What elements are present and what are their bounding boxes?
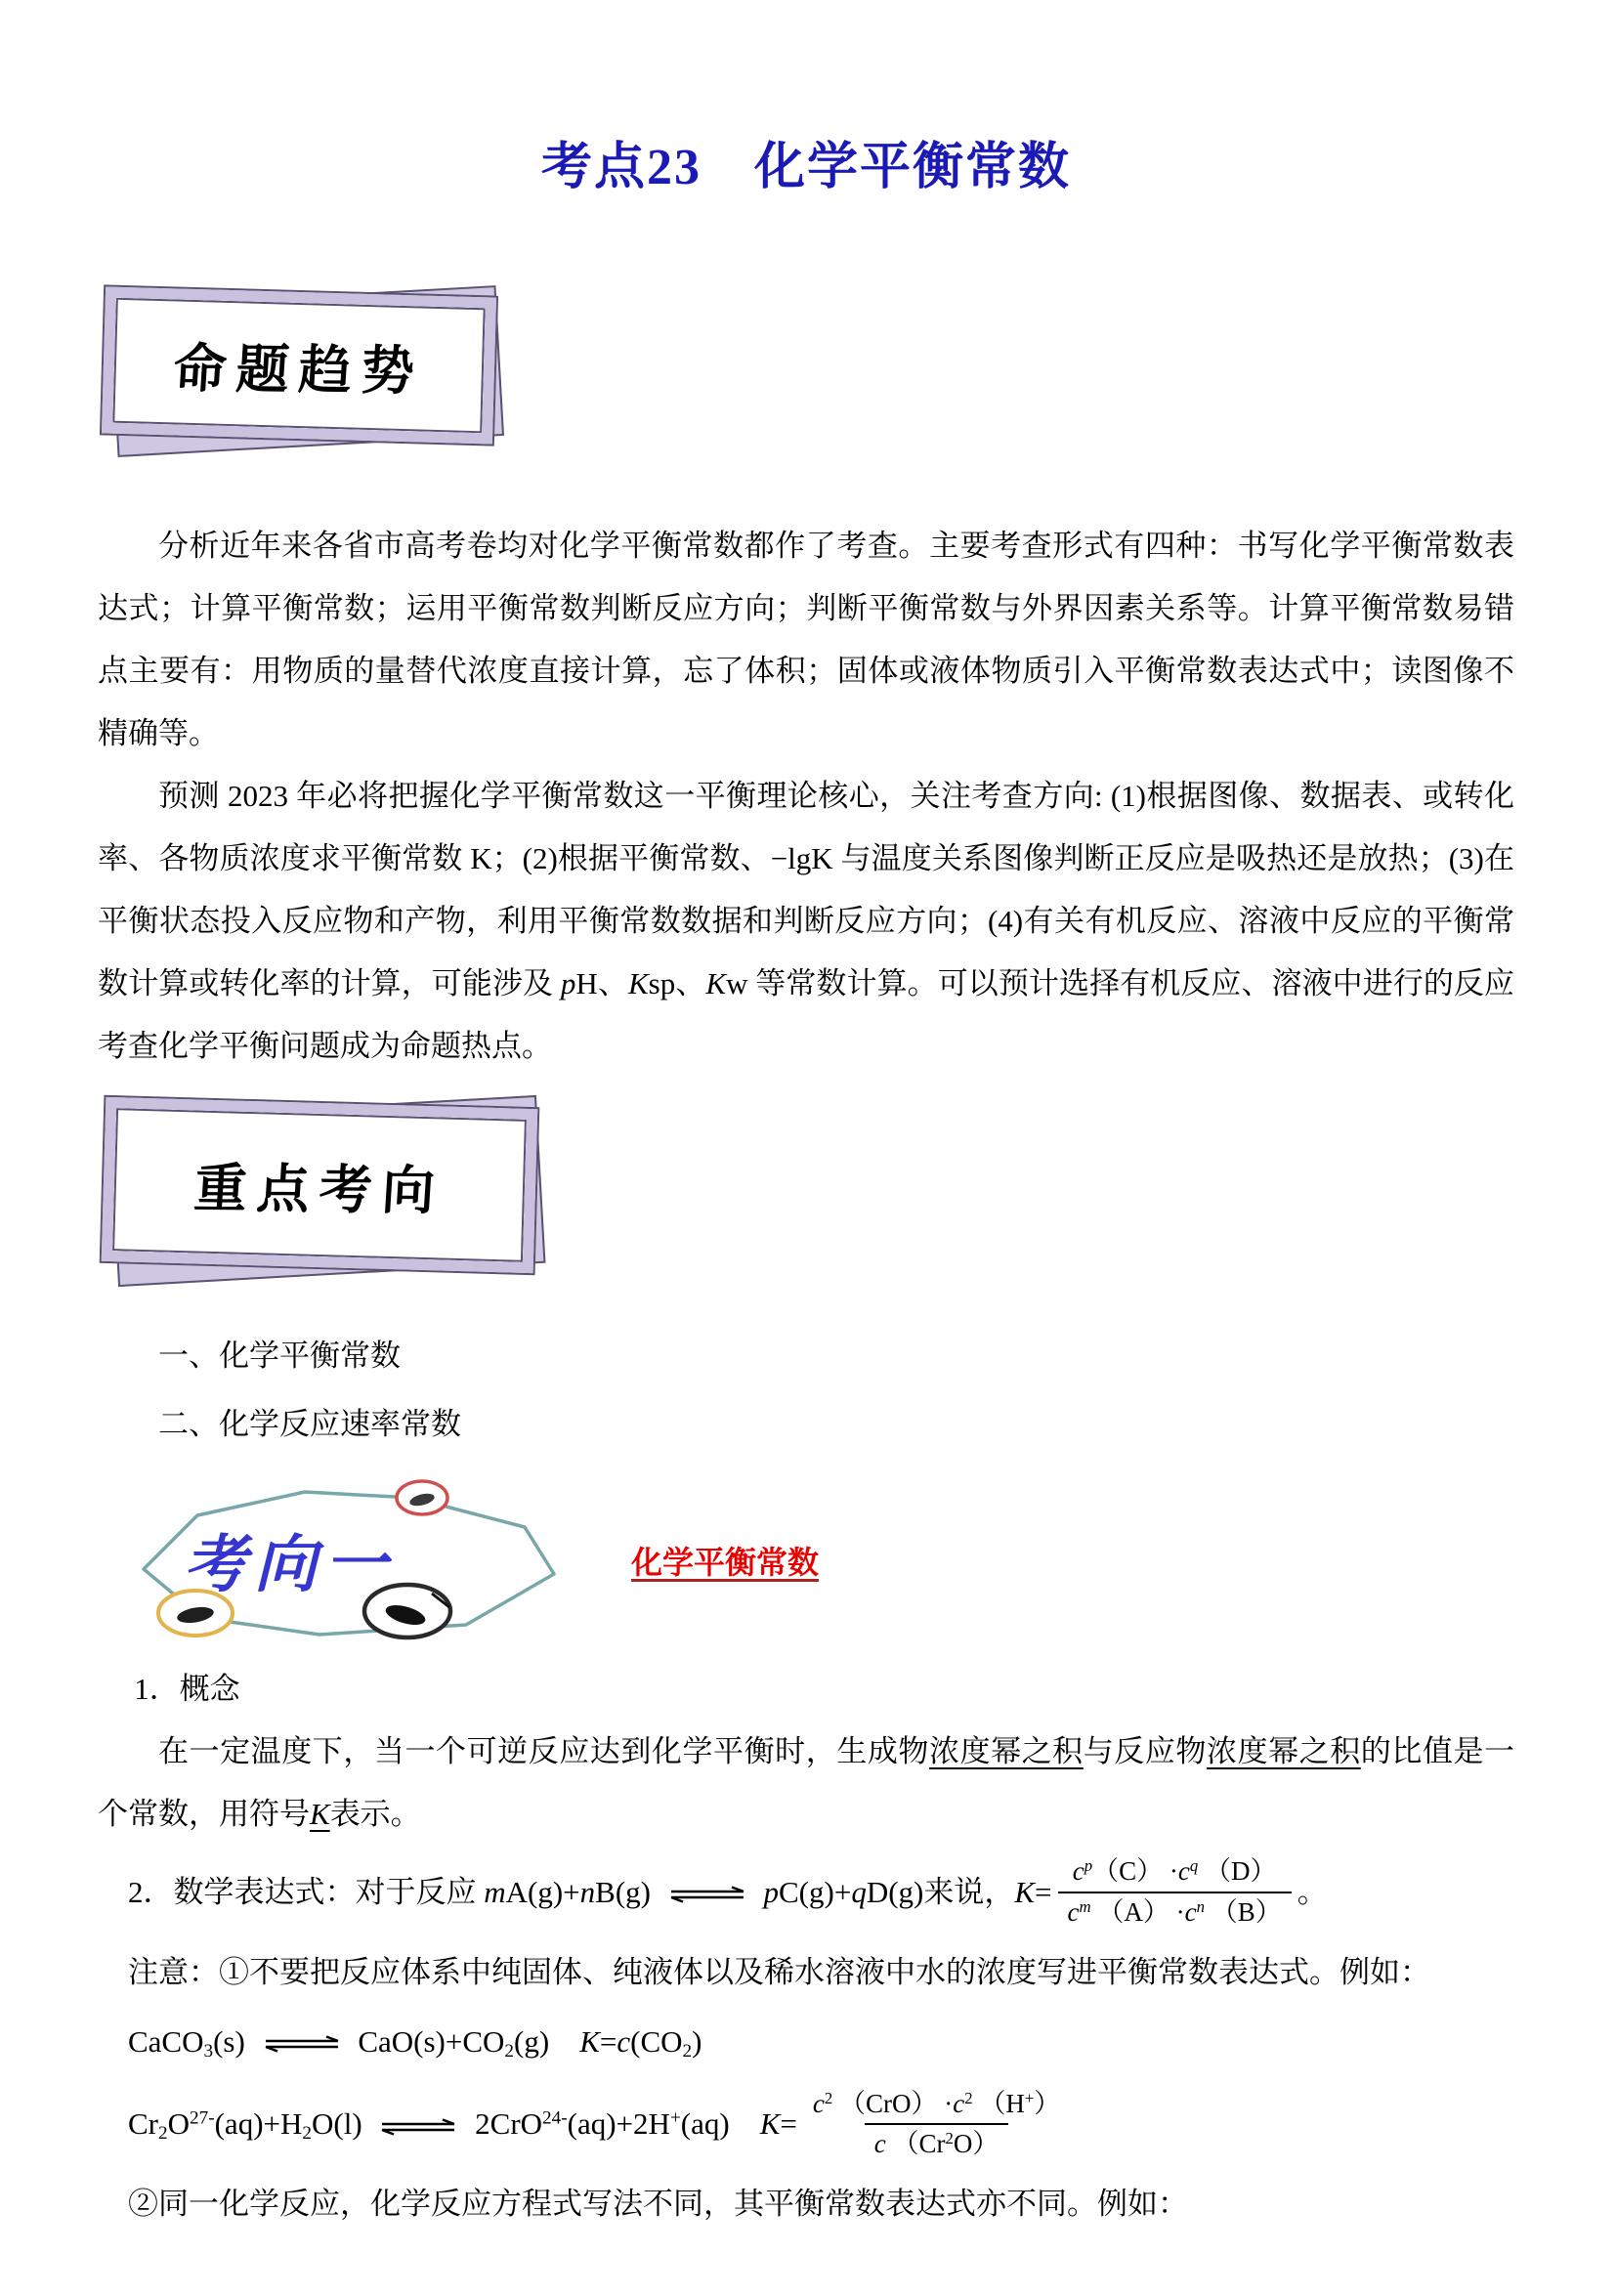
equilibrium-constant-fraction [1058, 1855, 1292, 1930]
banner-proposition-trend [104, 292, 494, 439]
math-expression-row [128, 1855, 1514, 1930]
badge-title-text: 考向一 [184, 1530, 395, 1599]
equilibrium-arrow-icon [379, 2118, 457, 2136]
outline-list [98, 1322, 1514, 1459]
paragraph-analysis: 分析近年来各省市高考卷均对化学平衡常数都作了考查。主要考查形式有四种：书写化学平衡常数表达式；计算平衡常数；运用平衡常数判断反应方向；判断平衡常数与外界因素关系等。计算平衡常数易错点主要有：用物质的量替代浓度直接计算，忘了体积；固体或液体物质引入平衡常数表达式中；读图像不精确等。 [98, 529, 1514, 750]
concept-paragraph: 在一定温度下，当一个可逆反应达到化学平衡时，生成物浓度幂之积与反应物浓度幂之积的比值是一个常数，用符号K表示。 [98, 1734, 1515, 1831]
banner-front-frame [102, 1097, 538, 1273]
exam-direction-badge [119, 1476, 588, 1644]
concept-heading: 1．概念 [134, 1672, 240, 1706]
fraction-denominator: $c^m$ $(A) \cdot c^n$ （B） [1058, 1892, 1292, 1930]
paragraph-prediction: 预测 2023 年必将把握化学平衡常数这一平衡理论核心，关注考查方向: (1)根据图像、数据表、或转化率、各物质浓度求平衡常数 K；(2)根据平衡常数、−lgK 与温度关系图像判断正反应是吸热还是放热；(3)在平衡状态投入反应物和产物，利用平衡常数数据和判断反应方向；(4)有关有机反应、溶液中反应的平衡常数计算或转化率的计算，可能涉及 pH、Ksp、Kw 等常数计算。可以预计选择有机反应、溶液中进行的反应考查化学平衡问题成为命题热点。 [98, 779, 1515, 1063]
fraction-denominator: c （Cr$^2$O） [865, 2123, 1009, 2161]
dichromate-equation-row [128, 2088, 1514, 2162]
banner-trend-text: 命题趋势 [171, 339, 426, 401]
equilibrium-arrow-icon [263, 2035, 341, 2053]
equilibrium-arrow-icon [668, 1886, 746, 1903]
dichromate-equation-prefix: $Cr_2O^{27-}(aq)+H_2O(l)$ 2CrO$^{24-}$(aq)+2H+(aq) K= [128, 2106, 797, 2144]
outline-item-2: 二、化学反应速率常数 [158, 1407, 461, 1441]
note-2: ②同一化学反应，化学反应方程式写法不同，其平衡常数表达式亦不同。例如： [128, 2187, 1188, 2221]
banner-focus-text: 重点考向 [191, 1159, 447, 1220]
caco3-equation: CaCO$_3$(s) $CaO(s)+CO_2(g)$ $K=c(CO_2)$ [128, 2023, 702, 2062]
banner-key-focus [104, 1103, 535, 1267]
page-title: 考点23 化学平衡常数 [540, 140, 1071, 195]
exam-direction-row [119, 1476, 1514, 1644]
dichromate-fraction [803, 2088, 1070, 2162]
fraction-numerator: $c^2$ $(CrO) \cdot c^2$ （H+） [812, 2088, 1061, 2118]
note-1: 注意：①不要把反应体系中纯固体、纯液体以及稀水溶液中水的浓度写进平衡常数表达式。例如： [128, 1954, 1430, 1989]
fraction-numerator: $c^p(C) \cdot c^q$ （D） [1072, 1855, 1277, 1886]
outline-item-1: 一、化学平衡常数 [158, 1339, 401, 1373]
math-expression-prefix: 2．数学表达式：对于反应 mA(g)+nB(g) pC(g)+qD(g)来说，K= [128, 1874, 1052, 1909]
banner-front-frame [102, 286, 496, 444]
exam-direction-label: 化学平衡常数 [631, 1545, 820, 1580]
math-expression-suffix: 。 [1297, 1874, 1328, 1909]
